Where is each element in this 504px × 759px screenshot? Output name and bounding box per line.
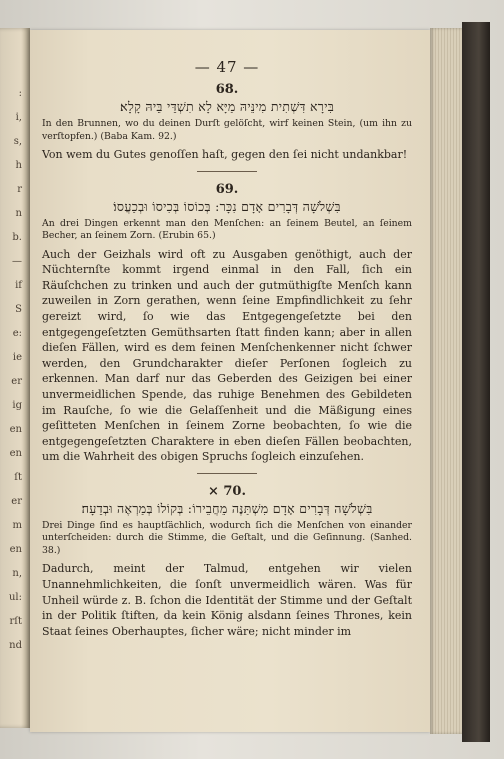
source-citation: (Baba Kam. 92.)	[100, 130, 177, 142]
page-text	[42, 58, 412, 639]
facing-page-fragment: nd	[9, 640, 22, 651]
facing-page-fragment: h	[15, 160, 22, 171]
facing-page-fragment: r	[17, 184, 22, 195]
section-number: × 70.	[207, 483, 247, 499]
section-70	[42, 484, 412, 639]
section-number: 69.	[215, 181, 239, 197]
section-divider	[197, 473, 257, 474]
facing-page-fragment: er	[11, 496, 22, 507]
left-page-edge	[0, 28, 30, 728]
facing-page-fragment: ul:	[8, 592, 22, 603]
source-citation: (Erubin 65.)	[158, 230, 216, 242]
facing-page-fragment: if	[15, 280, 22, 291]
facing-page-fragment: e:	[12, 328, 22, 339]
facing-page-fragment: er	[11, 376, 22, 387]
section-divider	[197, 171, 257, 172]
facing-page-fragment: en	[9, 424, 22, 435]
translation: In den Brunnen, wo du deinen Durſt gelöſcht, wirf keinen Stein, (um ihn zu verſtopfen.) (Baba Kam. 92.)	[42, 118, 412, 142]
facing-page-fragment: en	[9, 544, 22, 555]
hebrew-saying: בִּשְׁלֹשָׁה דְּבָרִים אָדָם נִכָּר: בְּכוֹסוֹ בְּכִיסוֹ וּבְכַעֲסוֹ׃	[113, 198, 341, 214]
facing-page-fragment: m	[12, 520, 22, 531]
section-68	[42, 82, 412, 163]
translation: Drei Dinge ſind es hauptſächlich, wodurch ſich die Menſchen von einander unterſcheiden: durch die Stimme, die Geſtalt, und die Geſinnung. (Sanhed. 38.)	[42, 519, 412, 556]
facing-page-fragment: b.	[12, 232, 22, 243]
facing-page-fragment: rſt	[9, 616, 22, 627]
facing-page-fragment: ie	[12, 352, 22, 363]
facing-page-fragment: :	[18, 88, 22, 99]
facing-page-fragment: S	[15, 304, 22, 315]
facing-page-fragment: ſt	[14, 472, 22, 483]
commentary: Von wem du Gutes genoſſen haſt, gegen den ſei nicht undankbar!	[42, 148, 408, 161]
book-cover	[462, 22, 490, 742]
source-citation: (Sanhed. 38.)	[42, 532, 412, 556]
facing-page-fragment: en	[9, 448, 22, 459]
hebrew-saying: בִּשְׁלֹשָׁה דְּבָרִים אָדָם מִשְׁתַּנֶּה מֵחֲבֵירוֹ: בְּקוֹלוֹ בְּמַרְאֶה וּבְדֵעָה׃	[81, 500, 373, 516]
section-number: 68.	[215, 82, 239, 97]
facing-page-fragment: n	[15, 208, 22, 219]
facing-page-fragment: ig	[12, 400, 22, 411]
page-stack-edge	[430, 28, 462, 734]
page-number: — 47 —	[194, 58, 260, 76]
commentary: Auch der Geizhals wird oft zu Ausgaben genöthigt, auch der Nüchternſte kommt irgend einmal in den Fall, ſich ein Räuſchchen zu trinken und auch der gutmüthigſte Menſch kann zuweilen in Zorn gerathen, wenn ſeine Empfindlichkeit zu ſehr gereizt wird, ſo wie das Entgegengeſetzte bei den entgegengeſetzten Gemüthsarten ſtatt finden kann; aber in allen dieſen Fällen, wird es dem feinen Menſchenkenner nicht ſchwer werden, den Grundcharakter dieſer Perſonen ſogleich zu erkennen. Man darf nur das Geberden des Geizigen bei einer unvermeidlichen Spende, das ruhige Benehmen des Gebildeten im Rauſche, ſo wie die Gelaſſenheit und die Mäßigung eines geſitteten Menſchen in ſeinem Zorne beobachten, ſo wie die entgegengeſetzten Charaktere in eben dieſen Fällen beobachten, um die Wahrheit des obigen Spruchs ſogleich einzuſehen.	[42, 247, 412, 464]
section-69	[42, 182, 412, 465]
commentary: Dadurch, meint der Talmud, entgehen wir vielen Unannehmlichkeiten, die ſonſt unvermeidlich wären. Was für Unheil würde z. B. ſchon die Identität der Stimme und der Geſtalt in der Politik ſtiften, da kein König alsdann ſeines Thrones, kein Staat ſeines Oberhauptes, ſicher wäre; nicht minder im	[42, 562, 412, 638]
facing-page-fragment: n,	[12, 568, 22, 579]
facing-page-fragment: i,	[15, 112, 22, 123]
facing-page-fragment: —	[12, 256, 22, 267]
translation: An drei Dingen erkennt man den Menſchen: an ſeinem Beutel, an ſeinem Becher, an ſeinem Zorn. (Erubin 65.)	[42, 217, 412, 242]
facing-page-fragment: s,	[13, 136, 22, 147]
hebrew-saying: בִּירָא דִּשְׁתִית מִינֵּיהּ מַיָּא לָא תִשְׁדֵּי בֵּיהּ קָלָא׃	[119, 99, 335, 114]
